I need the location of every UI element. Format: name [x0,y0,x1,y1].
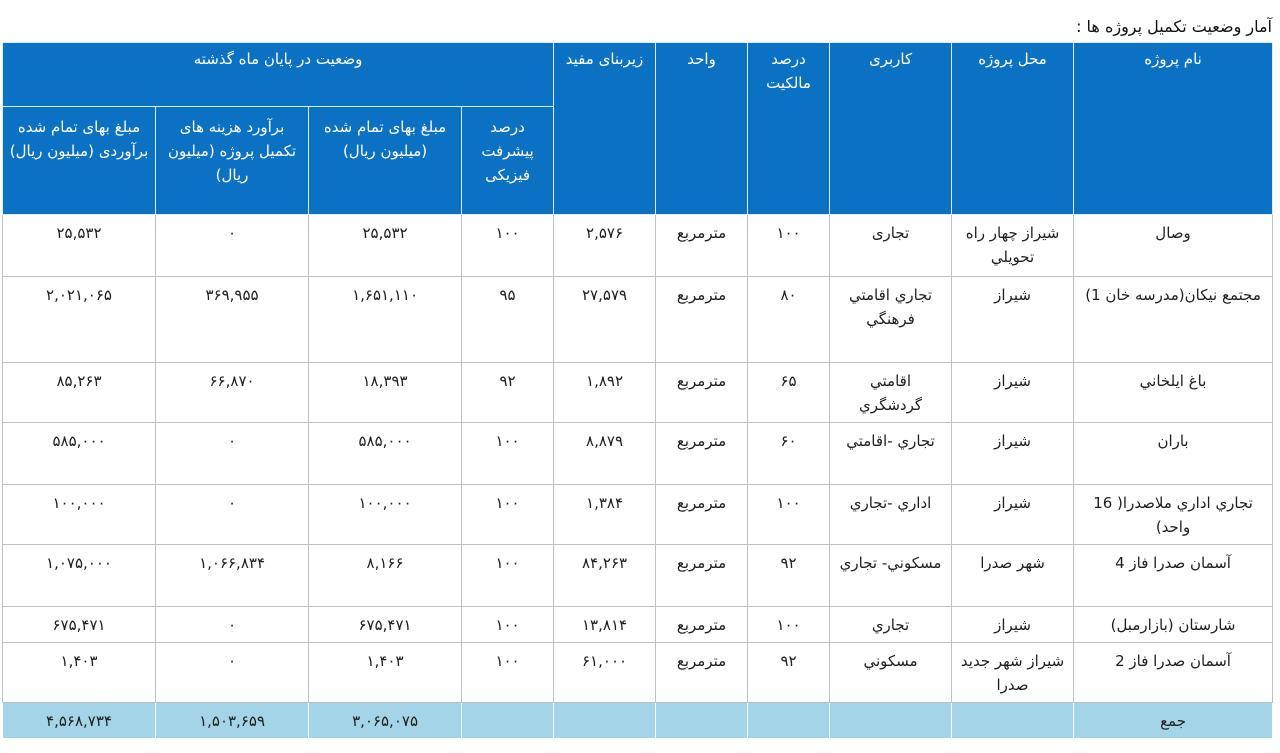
cell-useful-area: ۲,۵۷۶ [554,215,656,277]
cell-physical-progress: ۱۰۰ [462,215,554,277]
cell-ownership-percent: ۱۰۰ [748,215,830,277]
cell-cost-incurred: ۸,۱۶۶ [309,545,462,607]
cell-project-name: شارستان (بازارمبل) [1074,607,1273,643]
cell-useful-area: ۲۷,۵۷۹ [554,277,656,363]
cell-completion-estimate: ۰ [156,423,309,485]
col-group-header-status: وضعیت در پایان ماه گذشته [3,43,554,107]
col-header-usage: کاربری [830,43,952,215]
page-title: آمار وضعیت تکمیل پروژه ها : [1076,17,1272,36]
cell-usage: مسکوني- تجاري [830,545,952,607]
cell-ownership-percent: ۱۰۰ [748,607,830,643]
cell-usage: اقامتي گردشگري [830,363,952,423]
cell-unit: مترمربع [656,277,748,363]
cell-usage: اداري -تجاري [830,485,952,545]
cell-estimated-total-cost: ۱,۴۰۳ [3,643,156,703]
total-completion-estimate: ۱,۵۰۳,۶۵۹ [156,703,309,739]
cell-physical-progress: ۹۵ [462,277,554,363]
cell-cost-incurred: ۵۸۵,۰۰۰ [309,423,462,485]
cell-cost-incurred: ۱۰۰,۰۰۰ [309,485,462,545]
cell-project-name: آسمان صدرا فاز 4 [1074,545,1273,607]
cell-unit: مترمربع [656,545,748,607]
cell-physical-progress: ۱۰۰ [462,545,554,607]
col-header-cost-incurred: مبلغ بهای تمام شده (میلیون ریال) [309,107,462,215]
total-empty-cell [462,703,554,739]
cell-completion-estimate: ۳۶۹,۹۵۵ [156,277,309,363]
cell-ownership-percent: ۶۰ [748,423,830,485]
cell-ownership-percent: ۸۰ [748,277,830,363]
total-empty-cell [830,703,952,739]
table-row [3,423,1273,485]
cell-location: شیراز چهار راه تحویلي [952,215,1074,277]
cell-estimated-total-cost: ۸۵,۲۶۳ [3,363,156,423]
cell-cost-incurred: ۱,۴۰۳ [309,643,462,703]
cell-location: شیراز [952,363,1074,423]
cell-location: شیراز [952,277,1074,363]
cell-location: شیراز شهر جدید صدرا [952,643,1074,703]
cell-location: شیراز [952,423,1074,485]
cell-estimated-total-cost: ۵۸۵,۰۰۰ [3,423,156,485]
cell-usage: تجاري [830,607,952,643]
cell-estimated-total-cost: ۲,۰۲۱,۰۶۵ [3,277,156,363]
header-row [3,43,1273,107]
cell-project-name: مجتمع نیکان(مدرسه خان 1) [1074,277,1273,363]
projects-table [2,42,1273,739]
cell-ownership-percent: ۶۵ [748,363,830,423]
table-row [3,363,1273,423]
col-header-completion-estimate: برآورد هزینه های تکمیل پروژه (میلیون ریال) [156,107,309,215]
cell-completion-estimate: ۰ [156,643,309,703]
cell-project-name: تجاري اداري ملاصدرا( 16 واحد) [1074,485,1273,545]
cell-completion-estimate: ۱,۰۶۶,۸۳۴ [156,545,309,607]
cell-ownership-percent: ۱۰۰ [748,485,830,545]
cell-completion-estimate: ۰ [156,485,309,545]
col-header-useful-area: زیربنای مفید [554,43,656,215]
cell-physical-progress: ۱۰۰ [462,643,554,703]
cell-useful-area: ۸,۸۷۹ [554,423,656,485]
table-row [3,643,1273,703]
cell-physical-progress: ۹۲ [462,363,554,423]
cell-project-name: وصال [1074,215,1273,277]
cell-usage: تجاری [830,215,952,277]
cell-location: شهر صدرا [952,545,1074,607]
table-row [3,485,1273,545]
cell-ownership-percent: ۹۲ [748,545,830,607]
table-row [3,545,1273,607]
cell-cost-incurred: ۱,۶۵۱,۱۱۰ [309,277,462,363]
cell-estimated-total-cost: ۲۵,۵۳۲ [3,215,156,277]
cell-useful-area: ۱,۳۸۴ [554,485,656,545]
table-row [3,277,1273,363]
cell-physical-progress: ۱۰۰ [462,607,554,643]
cell-cost-incurred: ۲۵,۵۳۲ [309,215,462,277]
cell-location: شیراز [952,485,1074,545]
cell-project-name: آسمان صدرا فاز 2 [1074,643,1273,703]
total-empty-cell [656,703,748,739]
cell-ownership-percent: ۹۲ [748,643,830,703]
total-label: جمع [1074,703,1273,739]
table-row [3,607,1273,643]
cell-physical-progress: ۱۰۰ [462,423,554,485]
col-header-physical-progress: درصد پیشرفت فیزیکی [462,107,554,215]
col-header-ownership-percent: درصد مالکیت [748,43,830,215]
cell-completion-estimate: ۰ [156,215,309,277]
cell-usage: تجاري -اقامتي [830,423,952,485]
table-row [3,215,1273,277]
total-empty-cell [952,703,1074,739]
cell-physical-progress: ۱۰۰ [462,485,554,545]
cell-estimated-total-cost: ۱۰۰,۰۰۰ [3,485,156,545]
cell-unit: مترمربع [656,643,748,703]
cell-useful-area: ۱,۸۹۲ [554,363,656,423]
cell-useful-area: ۸۴,۲۶۳ [554,545,656,607]
cell-completion-estimate: ۶۶,۸۷۰ [156,363,309,423]
col-header-location: محل پروژه [952,43,1074,215]
col-header-unit: واحد [656,43,748,215]
cell-project-name: باران [1074,423,1273,485]
cell-completion-estimate: ۰ [156,607,309,643]
total-cost-incurred: ۳,۰۶۵,۰۷۵ [309,703,462,739]
cell-unit: مترمربع [656,607,748,643]
total-estimated-total-cost: ۴,۵۶۸,۷۳۴ [3,703,156,739]
cell-useful-area: ۶۱,۰۰۰ [554,643,656,703]
cell-project-name: باغ ایلخاني [1074,363,1273,423]
cell-cost-incurred: ۱۸,۳۹۳ [309,363,462,423]
total-empty-cell [748,703,830,739]
cell-usage: تجاري اقامتي فرهنگي [830,277,952,363]
cell-unit: مترمربع [656,215,748,277]
cell-unit: مترمربع [656,423,748,485]
cell-useful-area: ۱۳,۸۱۴ [554,607,656,643]
cell-usage: مسکوني [830,643,952,703]
cell-location: شیراز [952,607,1074,643]
cell-estimated-total-cost: ۱,۰۷۵,۰۰۰ [3,545,156,607]
cell-cost-incurred: ۶۷۵,۴۷۱ [309,607,462,643]
cell-unit: مترمربع [656,485,748,545]
cell-estimated-total-cost: ۶۷۵,۴۷۱ [3,607,156,643]
col-header-estimated-total-cost: مبلغ بهای تمام شده برآوردی (میلیون ریال) [3,107,156,215]
total-row [3,703,1273,739]
col-header-project-name: نام پروژه [1074,43,1273,215]
total-empty-cell [554,703,656,739]
cell-unit: مترمربع [656,363,748,423]
